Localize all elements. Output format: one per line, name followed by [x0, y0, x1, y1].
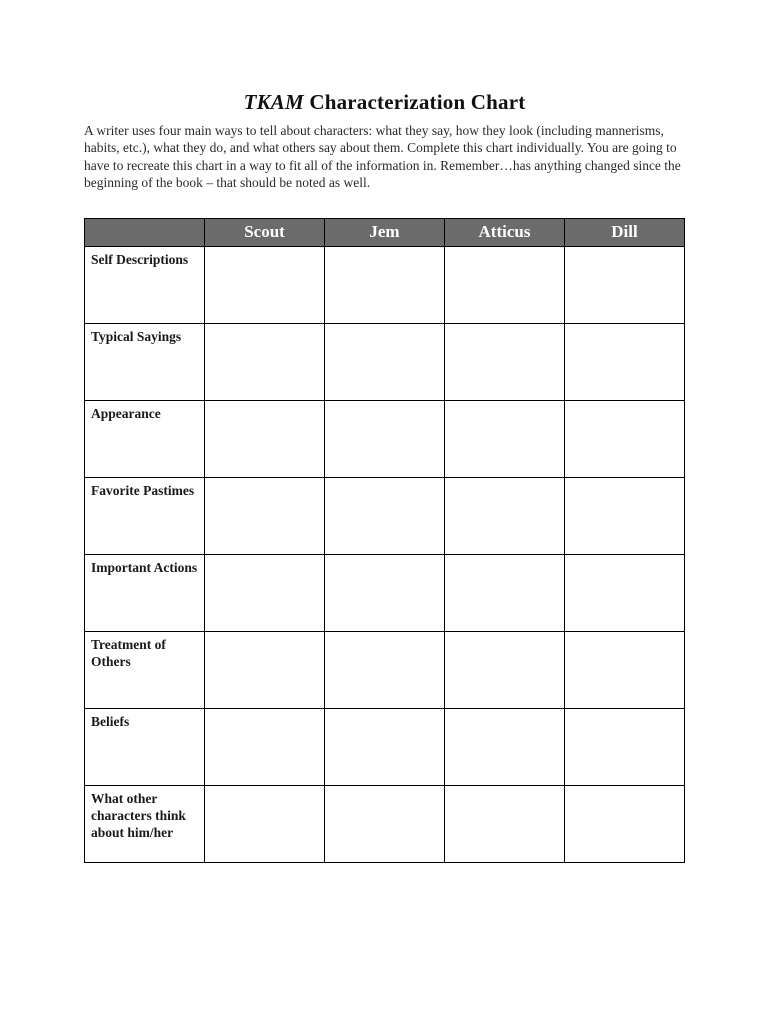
table-row-treatment-of-others: [85, 631, 685, 708]
cell-atticus: [445, 477, 565, 554]
table-row-important-actions: [85, 554, 685, 631]
row-label: Appearance: [85, 400, 205, 477]
title-italic-part: TKAM: [243, 90, 304, 114]
column-header-scout: Scout: [205, 218, 325, 246]
cell-atticus: [445, 785, 565, 862]
cell-scout: [205, 554, 325, 631]
cell-scout: [205, 246, 325, 323]
row-label: Favorite Pastimes: [85, 477, 205, 554]
cell-scout: [205, 323, 325, 400]
cell-jem: [325, 323, 445, 400]
cell-atticus: [445, 246, 565, 323]
cell-atticus: [445, 400, 565, 477]
row-label: Treatment of Others: [85, 631, 205, 708]
cell-dill: [565, 323, 685, 400]
cell-scout: [205, 708, 325, 785]
cell-atticus: [445, 554, 565, 631]
cell-dill: [565, 477, 685, 554]
column-header-dill: Dill: [565, 218, 685, 246]
row-label: Important Actions: [85, 554, 205, 631]
cell-jem: [325, 631, 445, 708]
row-label: Typical Sayings: [85, 323, 205, 400]
corner-header-cell: [85, 218, 205, 246]
cell-dill: [565, 400, 685, 477]
cell-dill: [565, 554, 685, 631]
column-header-jem: Jem: [325, 218, 445, 246]
table-row-beliefs: [85, 708, 685, 785]
cell-dill: [565, 708, 685, 785]
cell-atticus: [445, 708, 565, 785]
characterization-table: [84, 218, 685, 863]
cell-dill: [565, 631, 685, 708]
title-regular-part: Characterization Chart: [303, 90, 526, 114]
table-header-row: [85, 218, 685, 246]
row-label: Beliefs: [85, 708, 205, 785]
cell-jem: [325, 554, 445, 631]
table-row-favorite-pastimes: [85, 477, 685, 554]
cell-dill: [565, 785, 685, 862]
cell-jem: [325, 400, 445, 477]
page-title: [84, 90, 685, 115]
cell-jem: [325, 708, 445, 785]
cell-scout: [205, 785, 325, 862]
cell-dill: [565, 246, 685, 323]
row-label: What other characters think about him/her: [85, 785, 205, 862]
row-label: Self Descriptions: [85, 246, 205, 323]
column-header-atticus: Atticus: [445, 218, 565, 246]
cell-atticus: [445, 631, 565, 708]
table-row-what-others-think: [85, 785, 685, 862]
table-row-typical-sayings: [85, 323, 685, 400]
intro-paragraph: A writer uses four main ways to tell about characters: what they say, how they look (including mannerisms, habits, etc.), what they do, and what others say about them. Complete this chart individually. You are going to have to recreate this chart in a way to fit all of the information in. Remember…has anything changed since the beginning of the book – that should be noted as well.: [84, 123, 681, 191]
table-row-appearance: [85, 400, 685, 477]
cell-atticus: [445, 323, 565, 400]
cell-scout: [205, 400, 325, 477]
cell-jem: [325, 477, 445, 554]
cell-jem: [325, 246, 445, 323]
table-row-self-descriptions: [85, 246, 685, 323]
cell-scout: [205, 477, 325, 554]
cell-scout: [205, 631, 325, 708]
cell-jem: [325, 785, 445, 862]
